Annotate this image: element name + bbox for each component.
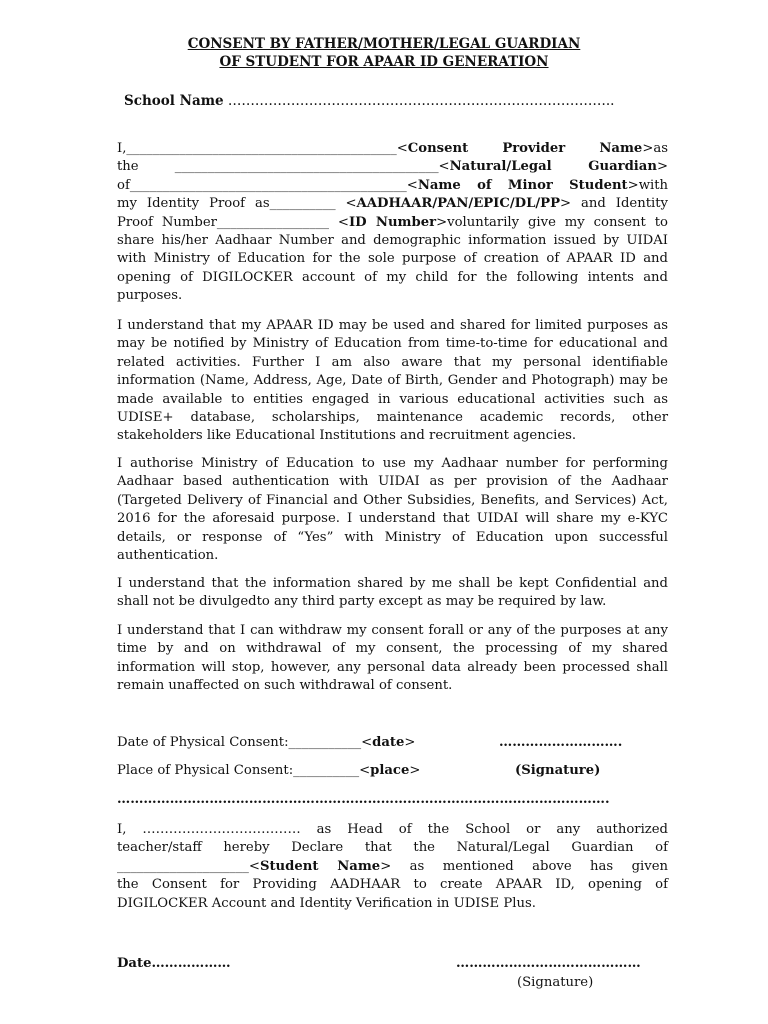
para6-line-2: teacher/staff hereby Declare that the Natural/Legal Guardian of: [117, 840, 668, 856]
para6-line-3: ____________________<Student Name> as mentioned above has given: [117, 858, 669, 874]
para1-line-4: my Identity Proof as__________ <AADHAAR/PAN/EPIC/DL/PP> and Identity: [117, 196, 668, 212]
form-title-line-2: OF STUDENT FOR APAAR ID GENERATION: [219, 54, 549, 70]
para1-line-2: the ________________________________________<Natural/Legal Guardian>: [117, 159, 668, 175]
school-declaration-paragraph: [117, 821, 668, 913]
consent-date-field: Date of Physical Consent:___________<date>: [117, 735, 416, 750]
para6-line-1: I, ……………………………… as Head of the School or any authorized: [117, 822, 668, 837]
consent-paragraph-5: I understand that I can withdraw my consent forall or any of the purposes at any time by and on withdrawal of my consent, the processing of my shared information will stop, however, any personal data already been processed shall remain unaffected on such withdrawal of consent.: [117, 623, 668, 694]
declaration-date-field: Date………………: [117, 956, 231, 971]
para1-line-3: of__________________________________________<Name of Minor Student>with: [117, 177, 668, 193]
school-name-label: School Name: [124, 93, 224, 109]
section-separator: ………………………………………………………………………………………………….: [117, 792, 610, 807]
consent-paragraph-2: I understand that my APAAR ID may be used and shared for limited purposes as may be notified by Ministry of Education from time-to-time for educational and related activities. Further I am also aware that my personal identifiable information (Name, Address, Age, Date of Birth, Gender and Photograph) may be made available to entities engaged in various educational activities such as UDISE+ database, scholarships, maintenance academic records, other stakeholders like Educational Institutions and recruitment agencies.: [117, 318, 668, 444]
para1-line-5: Proof Number_________________ <ID Number>voluntarily give my consent to: [117, 214, 668, 230]
para6-rest: the Consent for Providing AADHAAR to create APAAR ID, opening of DIGILOCKER Account and Identity Verification in UDISE Plus.: [117, 877, 668, 911]
school-name-field: [124, 93, 614, 109]
school-name-dots: …………………………………………………………………………..: [223, 93, 615, 109]
guardian-signature-label: (Signature): [515, 763, 601, 778]
para1-line-1: I,_________________________________________<Consent Provider Name>as: [117, 141, 668, 156]
consent-paragraph-1: [117, 140, 668, 306]
school-signature-line: ……………………………………: [456, 956, 641, 971]
school-signature-label: (Signature): [517, 975, 594, 990]
form-title-line-1: CONSENT BY FATHER/MOTHER/LEGAL GUARDIAN: [187, 36, 581, 52]
guardian-signature-line: ……………………….: [499, 735, 623, 750]
consent-place-field: Place of Physical Consent:__________<place>: [117, 763, 421, 778]
consent-paragraph-3: I authorise Ministry of Education to use my Aadhaar number for performing Aadhaar based authentication with UIDAI as per provision of the Aadhaar (Targeted Delivery of Financial and Other Subsidies, Benefits, and Services) Act, 2016 for the aforesaid purpose. I understand that UIDAI will share my e-KYC details, or response of “Yes” with Ministry of Education upon successful authentication.: [117, 456, 668, 564]
para1-rest: share his/her Aadhaar Number and demographic information issued by UIDAI with Ministry of Education for the sole purpose of creation of APAAR ID and opening of DIGILOCKER account of my child for the following intents and purposes.: [117, 233, 668, 304]
consent-paragraph-4: I understand that the information shared by me shall be kept Confidential and shall not be divulgedto any third party except as may be required by law.: [117, 576, 668, 610]
